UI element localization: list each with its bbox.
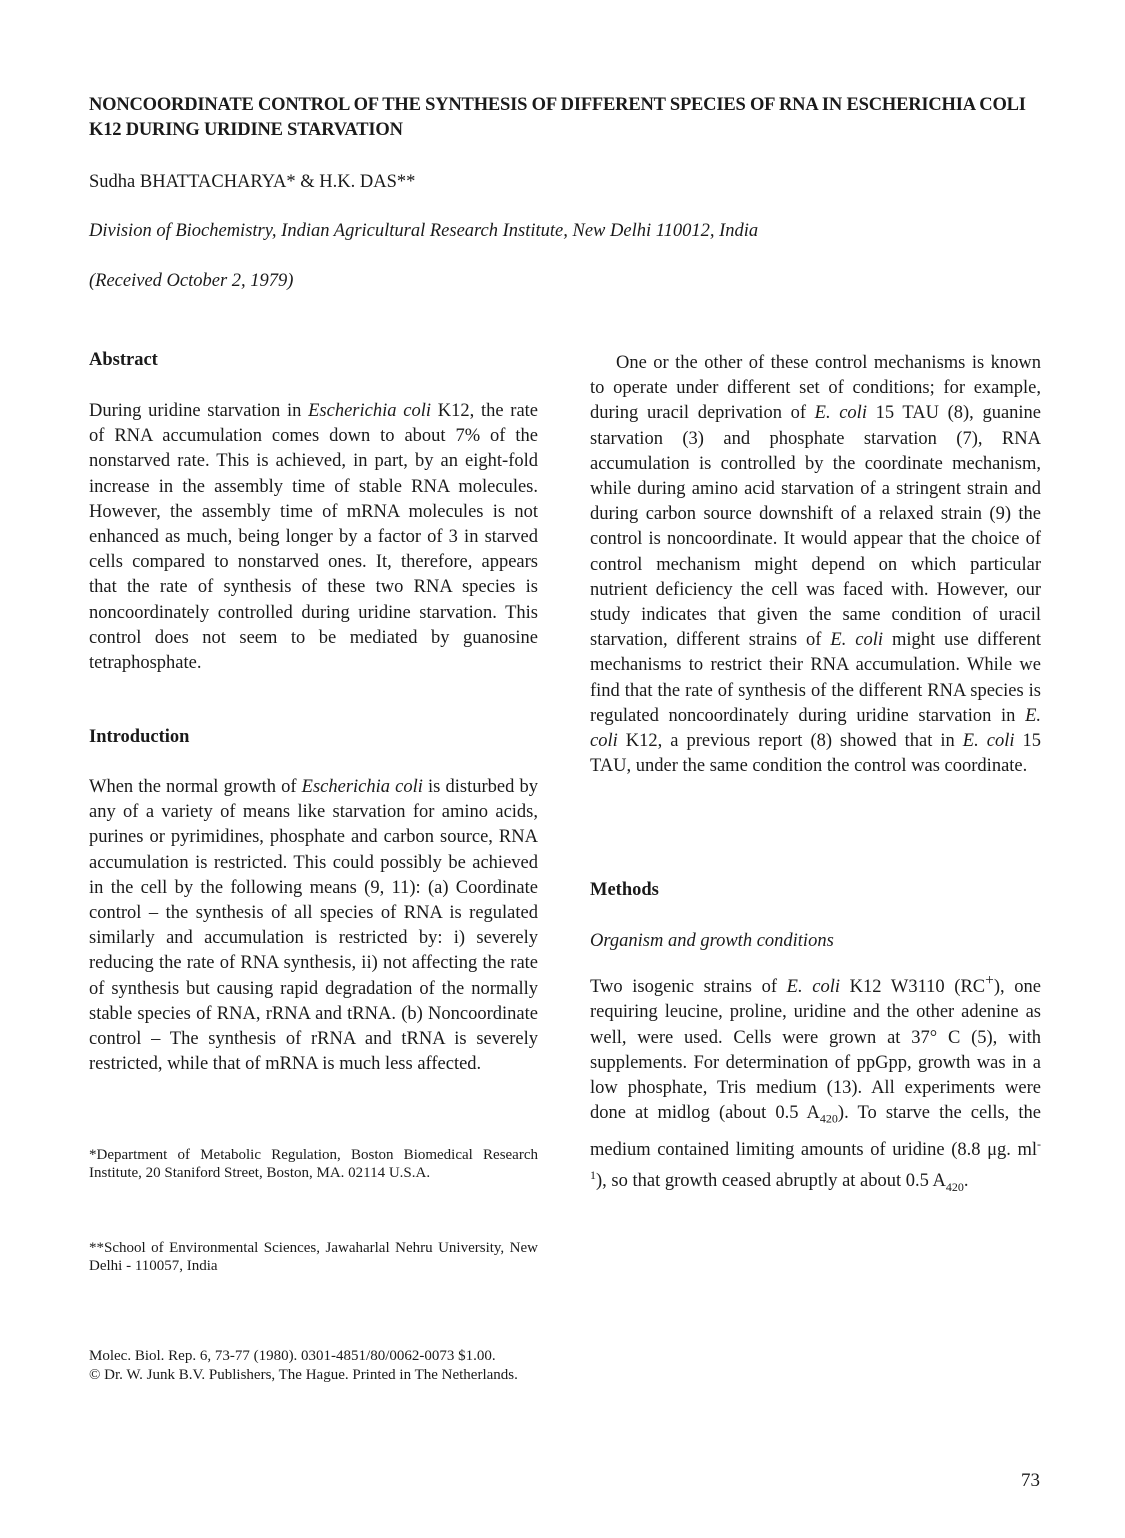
- text-part: One or the other of these control mechanisms is known to operate under different set of conditions; for example, during uracil deprivation of: [590, 353, 1041, 424]
- italic-part: E. coli: [830, 630, 883, 651]
- abstract-text-part: K12, the rate of RNA accumulation comes down to about 7% of the nonstarved rate. This is achieved, in part, by an eight-fold increase in the assembly time of stable RNA molecules. However, the assembly time of mRNA molecules is not enhanced as much, being longer by a factor of 3 in starved cells compared to nonstarved ones. It, therefore, appears that the rate of synthesis of these two RNA species is noncoordinately controlled during uridine starvation. This control does not seem to be mediated by guanosine tetraphosphate.: [89, 401, 539, 674]
- text-part: K12 W3110 (RC: [840, 977, 986, 998]
- abstract-text: [89, 399, 538, 676]
- text-part: 15 TAU (8), guanine starvation (3) and phosphate starvation (7), RNA accumulation is controlled by the coordinate mechanism, while during amino acid starvation of a stringent strain and during carbon source downshift of a relaxed strain (9) the control is noncoordinate. It would appear that the choice of control mechanism might depend on which particular nutrient deficiency the cell was faced with. However, our study indicates that given the same condition of uracil starvation, different strains of: [590, 403, 1042, 651]
- italic-part: E. coli: [786, 977, 840, 998]
- received-date: (Received October 2, 1979): [89, 271, 294, 291]
- methods-text: [590, 968, 1041, 1200]
- paper-title: NONCOORDINATE CONTROL OF THE SYNTHESIS OF DIFFERENT SPECIES OF RNA IN ESCHERICHIA COLI K12 DURING URIDINE STARVATION: [89, 95, 1026, 140]
- text-part: ), so that growth ceased abruptly at about 0.5 A: [596, 1171, 946, 1192]
- abstract-italic: Escherichia coli: [308, 401, 431, 421]
- italic-part: E. coli: [814, 403, 867, 424]
- text-part: ), one requiring leucine, proline, uridine and the other adenine as well, were used. Cells were grown at 37° C (5), with supplements. For determination of ppGpp, growth was in a low phosphate, Tris medium (13). All experiments were done at midlog (about 0.5 A: [590, 977, 1042, 1124]
- intro-text-part: is disturbed by any of a variety of means like starvation for amino acids, purines or pyrimidines, phosphate and carbon source, RNA accumulation is restricted. This could possibly be achieved in the cell by the following means (9, 11): (a) Coordinate control – the synthesis of all species of RNA is regulated similarly and accumulation is restricted by: i) severely reducing the rate of RNA synthesis, ii) not affecting the rate of synthesis but causing rapid degradation of the normally stable species of RNA, rRNA and tRNA. (b) Noncoordinate control – The synthesis of rRNA and tRNA is severely restricted, while that of mRNA is much less affected.: [89, 777, 538, 1075]
- text-part: Two isogenic strains of: [590, 977, 787, 998]
- text-part: .: [963, 1171, 969, 1192]
- superscript: -1: [590, 1137, 1041, 1183]
- introduction-text: [89, 775, 538, 1077]
- text-part: K12, a previous report (8) showed that in: [617, 731, 963, 752]
- introduction-heading: Introduction: [89, 727, 190, 747]
- methods-subheading: Organism and growth conditions: [590, 931, 834, 951]
- superscript: +: [985, 972, 994, 989]
- page-number: 73: [1021, 1470, 1040, 1491]
- methods-heading: Methods: [590, 880, 659, 900]
- intro-italic: Escherichia coli: [301, 777, 423, 797]
- abstract-heading: Abstract: [89, 350, 158, 370]
- intro-text-part: When the normal growth of: [89, 777, 302, 797]
- intro-continuation-text: [590, 351, 1041, 779]
- affiliation: Division of Biochemistry, Indian Agricultural Research Institute, New Delhi 110012, India: [89, 221, 759, 241]
- italic-part: E. coli: [962, 731, 1015, 752]
- authors: Sudha BHATTACHARYA* & H.K. DAS**: [89, 172, 416, 192]
- italic-part: E. coli: [590, 705, 1041, 752]
- subscript: 420: [819, 1111, 838, 1126]
- text-part: might use different mechanisms to restrict their RNA accumulation. While we find that the rate of synthesis of the different RNA species is regulated noncoordinately during uridine starvation in: [590, 630, 1041, 726]
- text-part: ). To starve the cells, the medium contained limiting amounts of uridine (8.8 μg. ml: [590, 1103, 1041, 1161]
- footnote-2: **School of Environmental Sciences, Jawaharlal Nehru University, New Delhi - 110057, India: [89, 1240, 538, 1274]
- footnote-1: *Department of Metabolic Regulation, Boston Biomedical Research Institute, 20 Staniford Street, Boston, MA. 02114 U.S.A.: [89, 1147, 538, 1181]
- copyright-line: © Dr. W. Junk B.V. Publishers, The Hague. Printed in The Netherlands.: [89, 1367, 518, 1383]
- subscript: 420: [945, 1180, 964, 1195]
- citation-line: Molec. Biol. Rep. 6, 73-77 (1980). 0301-4851/80/0062-0073 $1.00.: [89, 1348, 496, 1364]
- abstract-text-part: During uridine starvation in: [89, 401, 309, 421]
- text-part: 15 TAU, under the same condition the control was coordinate.: [590, 731, 1042, 777]
